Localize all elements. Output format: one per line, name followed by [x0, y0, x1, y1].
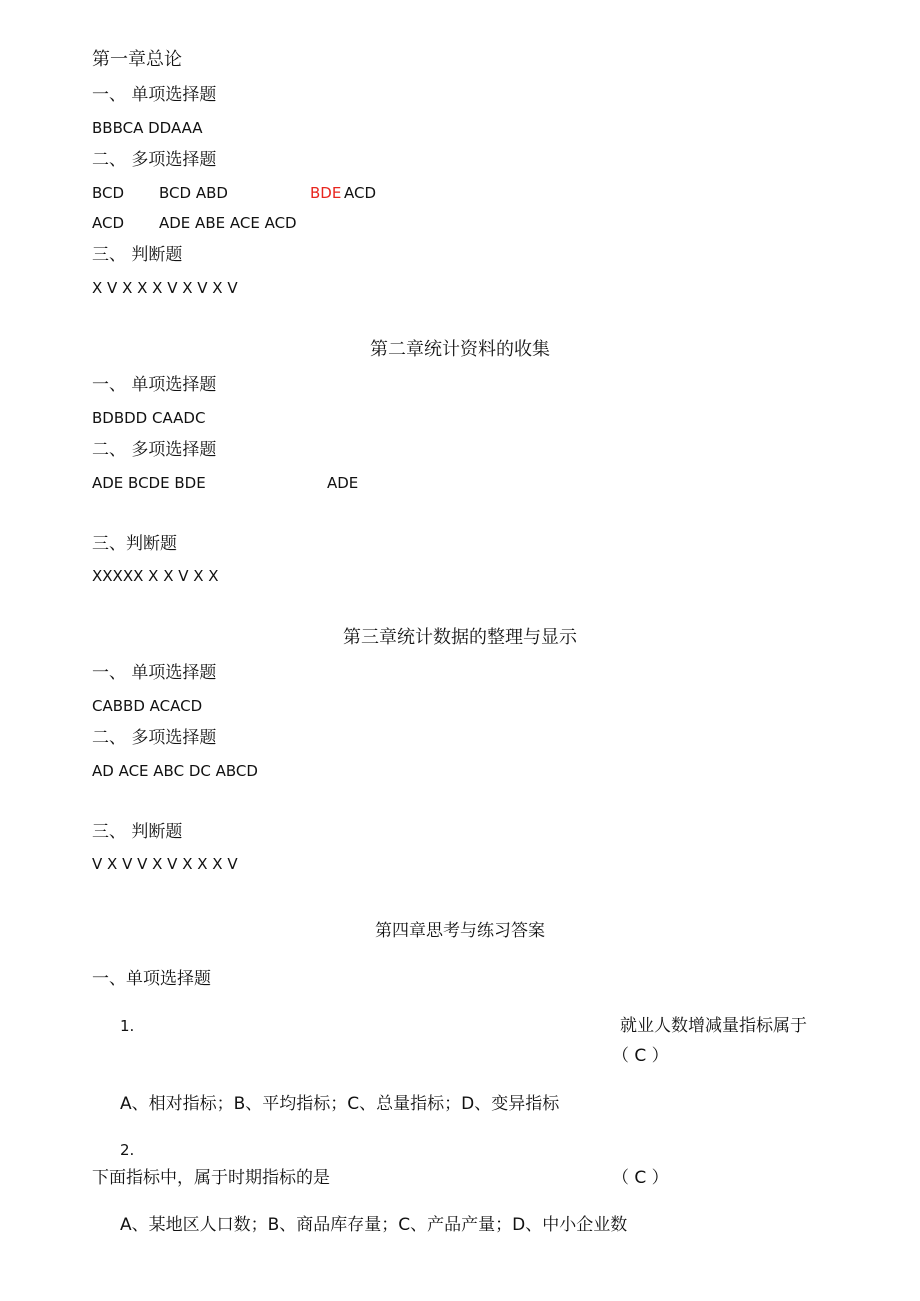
ch2-single-answers: BDBDD CAADC	[92, 409, 206, 427]
ch1-multi-answer: ACD	[92, 214, 125, 232]
chapter-4-title: 第四章思考与练习答案	[375, 921, 545, 941]
ch1-true-false-answers: X V X X X V X V X V	[92, 279, 238, 297]
chapter-1-title: 第一章总论	[92, 49, 182, 70]
ch4-section-single-choice: 一、单项选择题	[92, 969, 211, 989]
question-answer: （ C ）	[612, 1168, 669, 1188]
ch2-section-multi-choice: 二、 多项选择题	[92, 440, 217, 460]
ch2-multi-answer: ADE BCDE BDE	[92, 474, 206, 492]
ch1-multi-answer-highlighted: BDE	[310, 184, 342, 202]
ch1-multi-answer: BCD	[92, 184, 125, 202]
ch2-section-true-false: 三、判断题	[92, 534, 177, 554]
question-answer: （ C ）	[612, 1046, 669, 1066]
ch1-section-single-choice: 一、 单项选择题	[92, 85, 217, 105]
ch2-true-false-answers: XXXXX X X V X X	[92, 567, 219, 585]
ch3-section-multi-choice: 二、 多项选择题	[92, 728, 217, 748]
chapter-2-title: 第二章统计资料的收集	[370, 339, 550, 360]
question-number: 2.	[120, 1141, 135, 1159]
ch1-multi-answer: ACD	[344, 184, 377, 202]
ch2-multi-answer: ADE	[327, 474, 359, 492]
ch2-section-single-choice: 一、 单项选择题	[92, 375, 217, 395]
ch3-section-single-choice: 一、 单项选择题	[92, 663, 217, 683]
ch1-multi-answer: ADE ABE ACE ACD	[159, 214, 297, 232]
question-stem: 下面指标中，属于时期指标的是	[92, 1168, 330, 1188]
ch3-single-answers: CABBD ACACD	[92, 697, 203, 715]
ch3-multi-answers: AD ACE ABC DC ABCD	[92, 762, 258, 780]
question-options: A、某地区人口数；B、商品库存量；C、产品产量；D、中小企业数	[120, 1215, 628, 1235]
ch1-section-multi-choice: 二、 多项选择题	[92, 150, 217, 170]
ch3-section-true-false: 三、 判断题	[92, 822, 183, 842]
question-options: A、相对指标；B、平均指标；C、总量指标；D、变异指标	[120, 1094, 560, 1114]
ch1-section-true-false: 三、 判断题	[92, 245, 183, 265]
chapter-3-title: 第三章统计数据的整理与显示	[343, 627, 577, 648]
question-number: 1.	[120, 1017, 135, 1035]
ch1-multi-answer: BCD ABD	[159, 184, 228, 202]
ch3-true-false-answers: V X V V X V X X X V	[92, 855, 238, 873]
ch1-single-answers: BBBCA DDAAA	[92, 119, 203, 137]
question-stem: 就业人数增减量指标属于	[620, 1016, 807, 1036]
